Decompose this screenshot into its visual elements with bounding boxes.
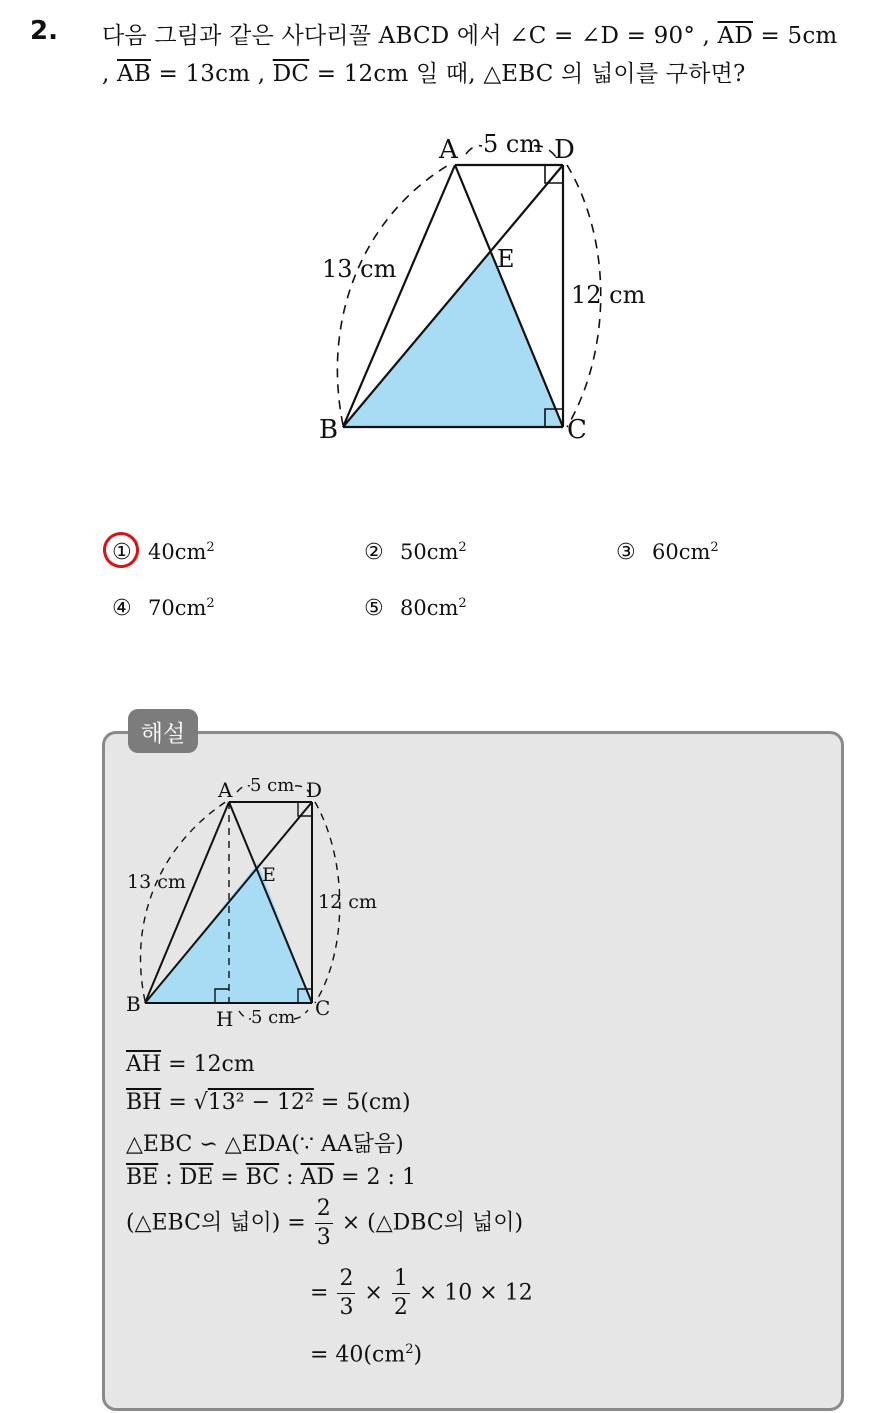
choice-4-mark: ④: [112, 596, 132, 621]
sol-label-c: C: [315, 996, 331, 1020]
sol-length-ad: 5 cm: [250, 775, 295, 796]
sol-label-h: H: [216, 1007, 234, 1031]
label-b: B: [319, 415, 339, 445]
question-text-line2: , $\overline{AB} = 13cm$ , $\overline{DC} = 12cm$ 일 때, △EBC 의 넓이를 구하면?: [102, 61, 746, 87]
choice-5[interactable]: ⑤ $80cm^2$: [364, 596, 467, 621]
sol-label-d: D: [306, 778, 323, 802]
sol-length-hc: 5 cm: [251, 1007, 296, 1028]
sol-label-b: B: [126, 992, 141, 1016]
label-d: D: [554, 135, 575, 165]
solution-figure: [0, 760, 420, 1040]
length-dc: 12 cm: [571, 281, 646, 309]
solution-line-4: $\overline{BE}$ : $\overline{DE} = \overline{BC}$ : $\overline{AD} = 2$ : 1: [126, 1165, 416, 1190]
solution-tag: 해설: [128, 709, 198, 753]
sol-length-dc: 12 cm: [318, 891, 377, 913]
solution-line-7: = $40(cm^2)$: [310, 1342, 423, 1368]
choice-3[interactable]: ③ $60cm^2$: [616, 540, 719, 565]
segment-dc: $\overline{DC}$: [272, 61, 310, 87]
solution-line-6: = $\frac{2}{3}$ × $\frac{1}{2}$ × 10 × 12: [310, 1266, 533, 1320]
question-number: 2.: [30, 16, 58, 46]
choice-2[interactable]: ② $50cm^2$: [364, 540, 467, 565]
sol-label-a: A: [218, 778, 233, 802]
choice-4[interactable]: ④ $70cm^2$: [112, 596, 215, 621]
segment-ab: $\overline{AB}$: [117, 61, 151, 87]
choice-1[interactable]: ① $40cm^2$: [112, 540, 215, 565]
segment-ad: $\overline{AD}$: [717, 23, 753, 49]
trapezoid-figure: [0, 0, 884, 470]
length-ad: 5 cm: [483, 130, 543, 158]
choice-2-mark: ②: [364, 540, 384, 565]
solution-line-2: $\overline{BH} = √13^2 - 12^2 = 5(cm)$: [126, 1090, 411, 1115]
sol-length-ab: 13 cm: [127, 871, 186, 893]
label-e: E: [497, 245, 515, 273]
solution-line-1: $\overline{AH} = 12cm$: [126, 1052, 255, 1077]
length-ab: 13 cm: [322, 255, 397, 283]
choice-3-mark: ③: [616, 540, 636, 565]
sol-label-e: E: [262, 864, 276, 886]
label-a: A: [439, 135, 458, 165]
selected-answer-circle: [100, 529, 142, 571]
label-c: C: [567, 415, 587, 445]
solution-line-5: (△EBC의 넓이) = $\frac{2}{3}$ × (△DBC의 넓이): [126, 1196, 524, 1250]
choice-5-mark: ⑤: [364, 596, 384, 621]
solution-line-3: △EBC ∽ △EDA(∵ AA닮음): [126, 1132, 404, 1157]
question-text-line1: 다음 그림과 같은 사다리꼴 ABCD 에서 ∠C = ∠D = 90° , $\overline{AD} = 5cm$: [102, 23, 838, 49]
choice-1-mark: ①: [112, 540, 148, 565]
